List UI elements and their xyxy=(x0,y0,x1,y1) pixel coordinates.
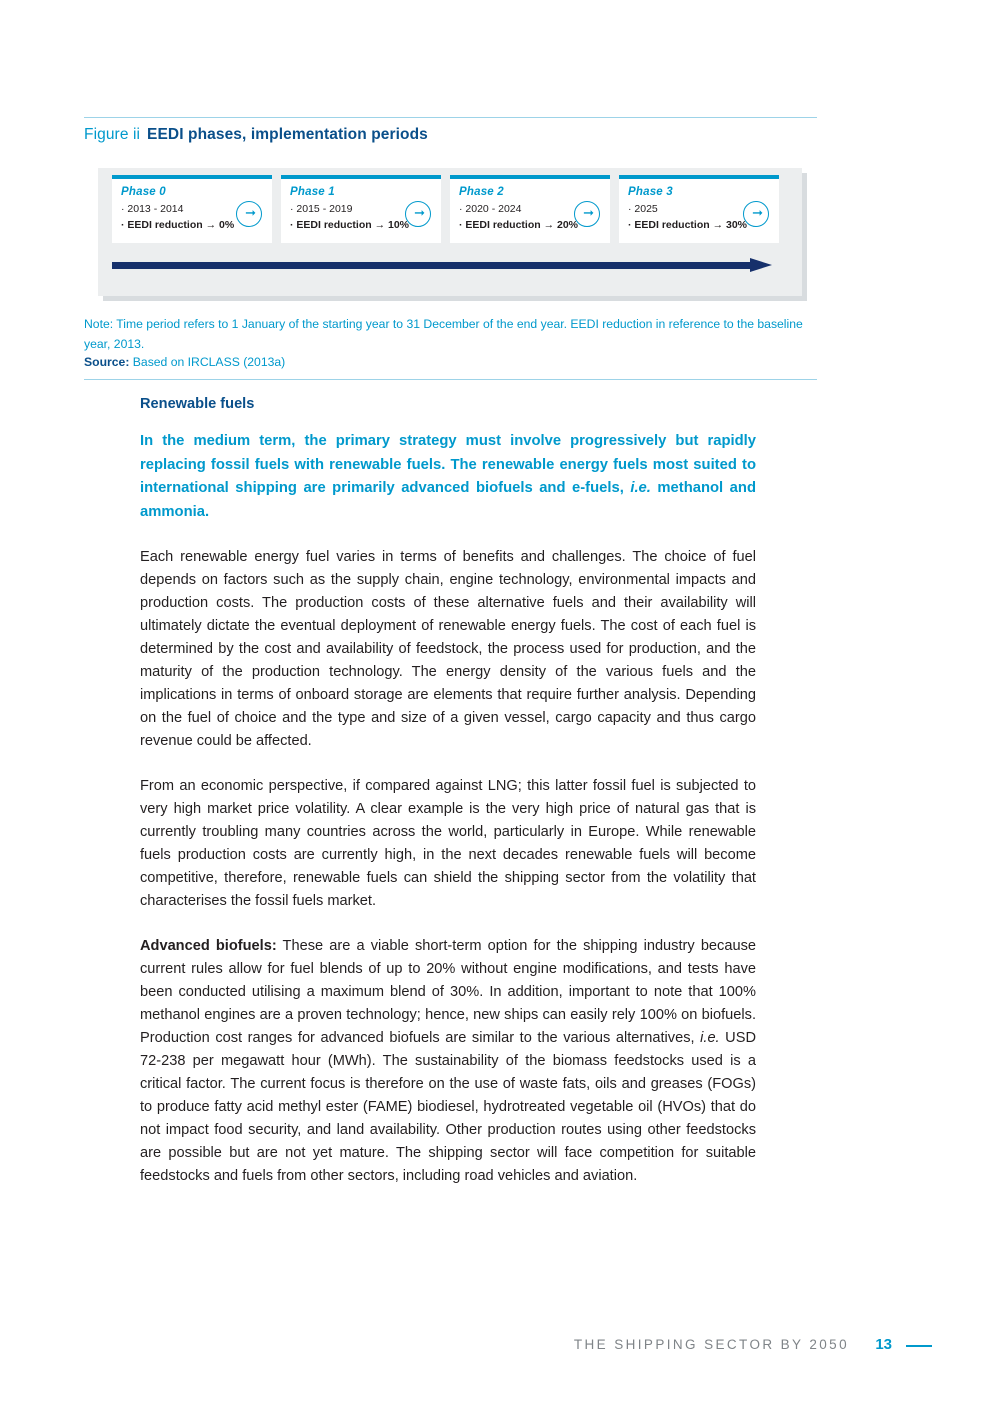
timeline-arrowhead-icon xyxy=(750,258,772,272)
arrow-right-icon: ➞ xyxy=(583,205,594,220)
phase-name: Phase 3 xyxy=(628,186,673,198)
phase-card-2 xyxy=(450,175,610,243)
paragraph-1: Each renewable energy fuel varies in terms of benefits and challenges. The choice of fuel depends on factors such as the supply chain, engine technology, environmental impacts and production costs. The production costs of these alternative fuels and their availability will ultimately dictate the eventual deployment of renewable energy fuels. The cost of each fuel is determined by the cost and availability of feedstock, the process used for production, and the maturity of the production technology. The energy density of the various fuels and the implications in terms of onboard storage are elements that require further analysis. Depending on the fuel of choice and the type and size of a given vessel, cargo capacity and thus cargo revenue could be affected. xyxy=(140,549,756,749)
phase-reduction: · EEDI reduction → 30% xyxy=(628,219,748,231)
footer-title: THE SHIPPING SECTOR BY 2050 xyxy=(573,1337,849,1352)
figure-caption xyxy=(84,126,428,144)
page-number: 13 xyxy=(875,1336,892,1353)
phase-reduction: · EEDI reduction → 20% xyxy=(459,219,579,231)
phase-years: · 2013 - 2014 xyxy=(121,203,184,215)
phase-list xyxy=(98,168,802,296)
figure-bottom-rule xyxy=(84,379,817,380)
section-heading: Renewable fuels xyxy=(140,396,255,412)
figure-source-text: Based on IRCLASS (2013a) xyxy=(132,355,286,369)
timeline-bar xyxy=(112,262,752,269)
figure-source xyxy=(84,355,285,369)
phase-years: · 2020 - 2024 xyxy=(459,203,522,215)
figure-top-rule xyxy=(84,117,817,118)
phase-reduction: · EEDI reduction → 10% xyxy=(290,219,410,231)
phase-name: Phase 2 xyxy=(459,186,504,198)
phase-years: · 2025 xyxy=(628,203,658,215)
figure-title: EEDI phases, implementation periods xyxy=(147,126,428,143)
phase-card-3 xyxy=(619,175,779,243)
figure-source-label: Source: xyxy=(84,355,130,369)
advanced-biofuels-label: Advanced biofuels: xyxy=(140,938,277,954)
figure-note: Note: Time period refers to 1 January of the starting year to 31 December of the end year. EEDI reduction in reference to the baseline year, 2013. xyxy=(84,317,803,351)
timeline-arrow xyxy=(112,258,777,272)
advanced-biofuels-text: These are a viable short-term option for the shipping industry because current rules allow for fuel blends of up to 20% without engine modifications, and tests have been conducted utilising a maximum blend of 30%. In addition, important to note that 100% methanol engines are a proven technology; hence, new ships can easily rely 100% on biofuels. Production cost ranges for advanced biofuels are similar to the various alternatives, i.e. USD 72-238 per megawatt hour (MWh). The sustainability of the biomass feedstocks used is a critical factor. The current focus is therefore on the use of waste fats, oils and greases (FOGs) to produce fatty acid methyl ester (FAME) biodiesel, hydrotreated vegetable oil (HVOs) that do not impact food security, and land availability. Other production routes using other feedstocks are possible but are not yet mature. The shipping sector will face competition for suitable feedstocks and fuels from other sectors, including road vehicles and aviation. xyxy=(140,938,756,1184)
arrow-right-icon: ➞ xyxy=(752,205,763,220)
phase-name: Phase 0 xyxy=(121,186,166,198)
phase-years: · 2015 - 2019 xyxy=(290,203,353,215)
lead-paragraph: In the medium term, the primary strategy must involve progressively but rapidly replacing fossil fuels with renewable fuels. The renewable energy fuels most suited to international shipping are primarily advanced biofuels and e-fuels, i.e. methanol and ammonia. xyxy=(140,433,756,520)
paragraph-2: From an economic perspective, if compared against LNG; this latter fossil fuel is subjected to very high market price volatility. A clear example is the very high price of natural gas that is currently troubling many countries across the world, particularly in Europe. While renewable fuels production costs are currently high, in the next decades renewable fuels will become competitive, therefore, renewable fuels can shield the shipping sector from the volatility that characterises the fossil fuels market. xyxy=(140,778,756,909)
phase-name: Phase 1 xyxy=(290,186,335,198)
article-body xyxy=(140,396,756,1210)
paragraph-advanced-biofuels xyxy=(140,935,756,1188)
arrow-right-icon: ➞ xyxy=(245,205,256,220)
phase-card-0 xyxy=(112,175,272,243)
figure-panel xyxy=(98,168,802,296)
phase-reduction: · EEDI reduction → 0% xyxy=(121,219,235,231)
phase-card-1 xyxy=(281,175,441,243)
figure-label: Figure ii xyxy=(84,126,141,143)
footer-dash xyxy=(906,1345,932,1347)
arrow-right-icon: ➞ xyxy=(414,205,425,220)
